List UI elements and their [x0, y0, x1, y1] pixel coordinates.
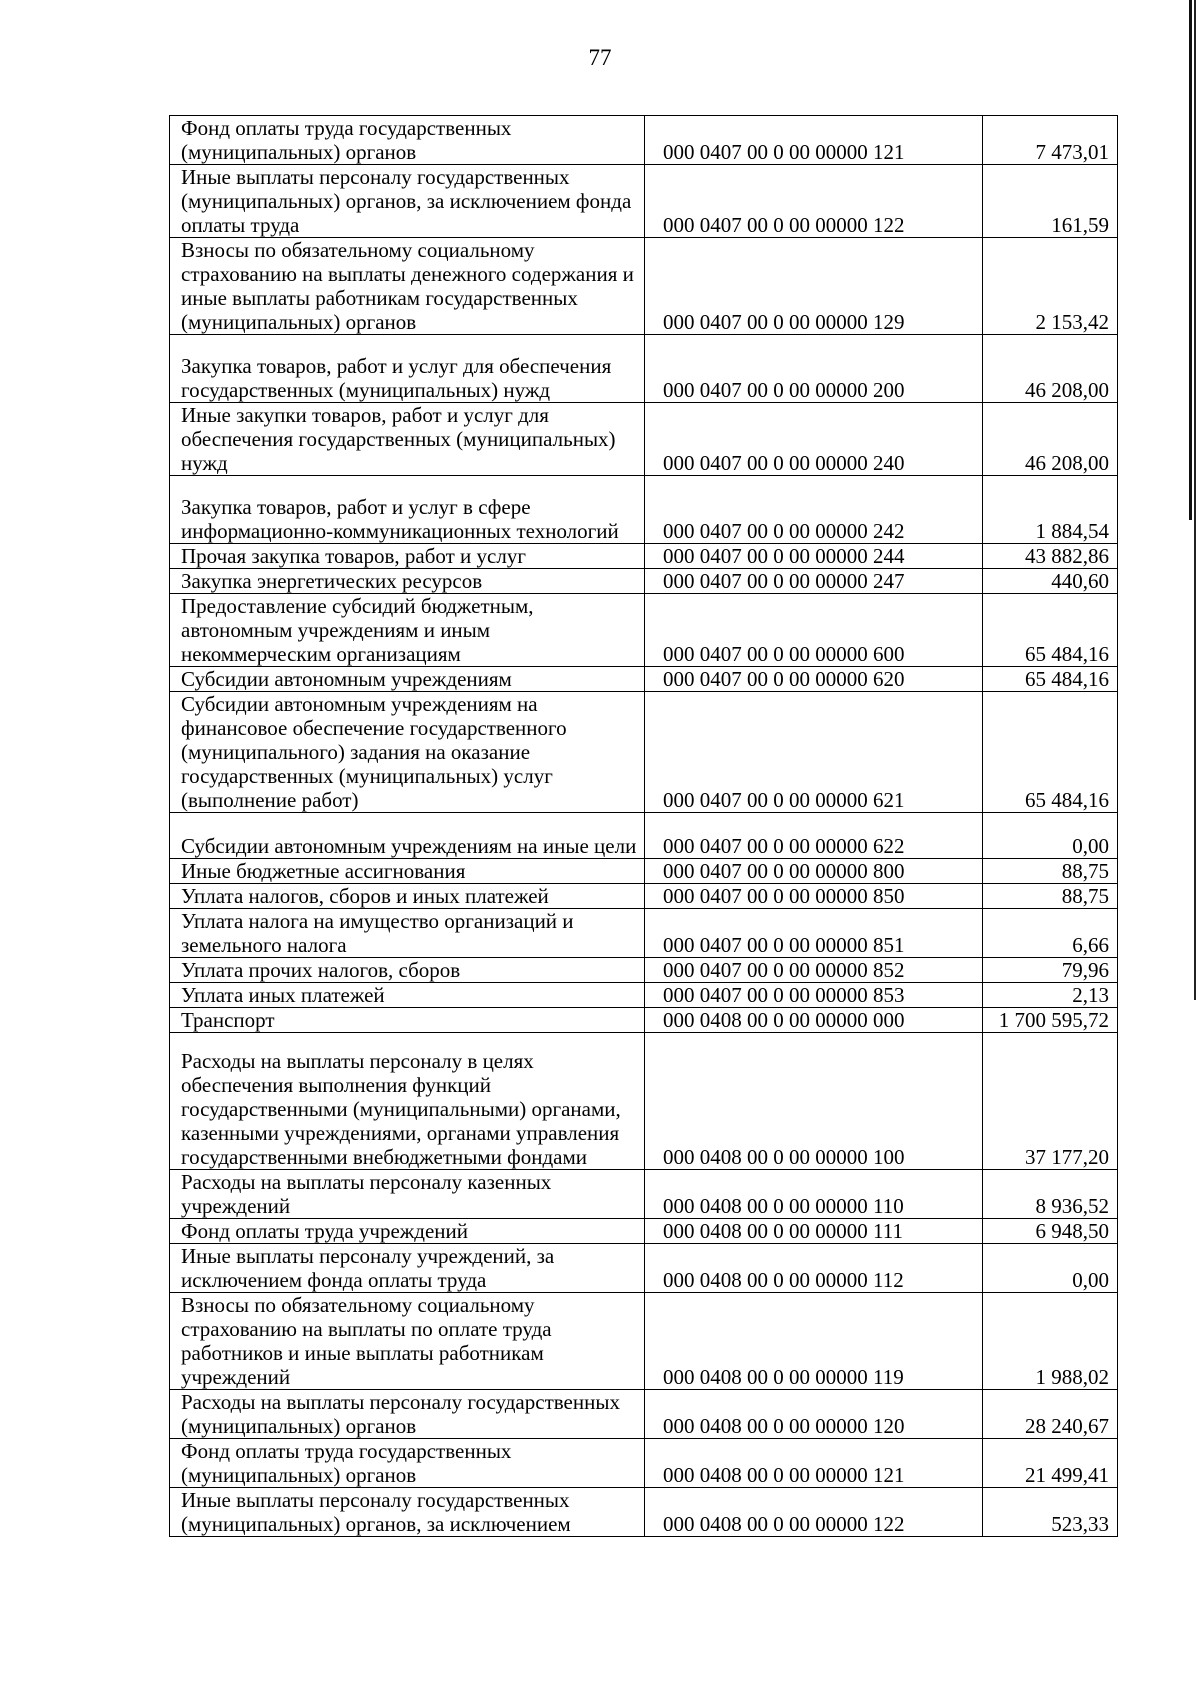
expense-name-cell: Субсидии автономным учреждениям [170, 667, 645, 692]
amount-cell: 65 484,16 [983, 667, 1118, 692]
amount-cell: 21 499,41 [983, 1439, 1118, 1488]
budget-code-cell: 000 0408 00 0 00 00000 121 [645, 1439, 983, 1488]
expense-name-cell: Взносы по обязательному социальному страхованию на выплаты денежного содержания и иные выплаты работникам государственных (муниципальных) органов [170, 238, 645, 335]
expense-name-cell: Фонд оплаты труда государственных (муниципальных) органов [170, 1439, 645, 1488]
budget-code-cell: 000 0407 00 0 00 00000 200 [645, 335, 983, 403]
expense-name-cell: Иные выплаты персоналу государственных (муниципальных) органов, за исключением [170, 1488, 645, 1537]
amount-cell: 2,13 [983, 983, 1118, 1008]
table-row [170, 1033, 1118, 1170]
expense-name-cell: Иные выплаты персоналу учреждений, за исключением фонда оплаты труда [170, 1244, 645, 1293]
amount-cell: 7 473,01 [983, 116, 1118, 165]
budget-code-cell: 000 0407 00 0 00 00000 242 [645, 476, 983, 544]
table-row [170, 1439, 1118, 1488]
table-row [170, 667, 1118, 692]
amount-cell: 6 948,50 [983, 1219, 1118, 1244]
table-row [170, 165, 1118, 238]
table-row [170, 1293, 1118, 1390]
table-row [170, 983, 1118, 1008]
table-row [170, 692, 1118, 813]
expense-name-cell: Уплата иных платежей [170, 983, 645, 1008]
expense-name-cell: Расходы на выплаты персоналу казенных учреждений [170, 1170, 645, 1219]
amount-cell: 0,00 [983, 1244, 1118, 1293]
table-row [170, 116, 1118, 165]
budget-code-cell: 000 0407 00 0 00 00000 851 [645, 909, 983, 958]
table-row [170, 813, 1118, 859]
expense-name-cell: Иные закупки товаров, работ и услуг для обеспечения государственных (муниципальных) нужд [170, 403, 645, 476]
budget-code-cell: 000 0408 00 0 00 00000 110 [645, 1170, 983, 1219]
budget-code-cell: 000 0407 00 0 00 00000 247 [645, 569, 983, 594]
amount-cell: 46 208,00 [983, 403, 1118, 476]
budget-code-cell: 000 0407 00 0 00 00000 620 [645, 667, 983, 692]
table-row [170, 1390, 1118, 1439]
table-row [170, 884, 1118, 909]
expense-name-cell: Уплата налога на имущество организаций и земельного налога [170, 909, 645, 958]
budget-code-cell: 000 0408 00 0 00 00000 100 [645, 1033, 983, 1170]
budget-code-cell: 000 0407 00 0 00 00000 122 [645, 165, 983, 238]
table-row [170, 909, 1118, 958]
budget-code-cell: 000 0408 00 0 00 00000 120 [645, 1390, 983, 1439]
expense-name-cell: Закупка товаров, работ и услуг в сфере информационно-коммуникационных технологий [170, 476, 645, 544]
budget-code-cell: 000 0407 00 0 00 00000 121 [645, 116, 983, 165]
expense-name-cell: Закупка товаров, работ и услуг для обеспечения государственных (муниципальных) нужд [170, 335, 645, 403]
amount-cell: 0,00 [983, 813, 1118, 859]
budget-code-cell: 000 0408 00 0 00 00000 111 [645, 1219, 983, 1244]
budget-code-cell: 000 0407 00 0 00 00000 853 [645, 983, 983, 1008]
table-row [170, 1244, 1118, 1293]
table-row [170, 238, 1118, 335]
table-row [170, 1008, 1118, 1033]
expense-name-cell: Уплата налогов, сборов и иных платежей [170, 884, 645, 909]
expense-name-cell: Иные выплаты персоналу государственных (муниципальных) органов, за исключением фонда оплаты труда [170, 165, 645, 238]
table-row [170, 476, 1118, 544]
budget-code-cell: 000 0407 00 0 00 00000 850 [645, 884, 983, 909]
table-row [170, 1170, 1118, 1219]
budget-code-cell: 000 0408 00 0 00 00000 112 [645, 1244, 983, 1293]
budget-table [169, 115, 1118, 1537]
amount-cell: 523,33 [983, 1488, 1118, 1537]
amount-cell: 1 700 595,72 [983, 1008, 1118, 1033]
expense-name-cell: Фонд оплаты труда учреждений [170, 1219, 645, 1244]
table-row [170, 403, 1118, 476]
budget-code-cell: 000 0407 00 0 00 00000 129 [645, 238, 983, 335]
amount-cell: 6,66 [983, 909, 1118, 958]
amount-cell: 88,75 [983, 884, 1118, 909]
amount-cell: 28 240,67 [983, 1390, 1118, 1439]
expense-name-cell: Иные бюджетные ассигнования [170, 859, 645, 884]
budget-code-cell: 000 0407 00 0 00 00000 800 [645, 859, 983, 884]
budget-code-cell: 000 0407 00 0 00 00000 622 [645, 813, 983, 859]
expense-name-cell: Прочая закупка товаров, работ и услуг [170, 544, 645, 569]
amount-cell: 8 936,52 [983, 1170, 1118, 1219]
amount-cell: 161,59 [983, 165, 1118, 238]
budget-code-cell: 000 0408 00 0 00 00000 119 [645, 1293, 983, 1390]
amount-cell: 79,96 [983, 958, 1118, 983]
expense-name-cell: Субсидии автономным учреждениям на иные цели [170, 813, 645, 859]
table-row [170, 544, 1118, 569]
budget-code-cell: 000 0407 00 0 00 00000 244 [645, 544, 983, 569]
amount-cell: 43 882,86 [983, 544, 1118, 569]
budget-code-cell: 000 0408 00 0 00 00000 122 [645, 1488, 983, 1537]
table-row [170, 569, 1118, 594]
amount-cell: 1 884,54 [983, 476, 1118, 544]
amount-cell: 46 208,00 [983, 335, 1118, 403]
expense-name-cell: Транспорт [170, 1008, 645, 1033]
budget-code-cell: 000 0408 00 0 00 00000 000 [645, 1008, 983, 1033]
amount-cell: 440,60 [983, 569, 1118, 594]
budget-code-cell: 000 0407 00 0 00 00000 621 [645, 692, 983, 813]
table-row [170, 1488, 1118, 1537]
budget-code-cell: 000 0407 00 0 00 00000 240 [645, 403, 983, 476]
amount-cell: 1 988,02 [983, 1293, 1118, 1390]
table-row [170, 1219, 1118, 1244]
table-row [170, 594, 1118, 667]
scan-edge-line [1189, 0, 1192, 520]
expense-name-cell: Взносы по обязательному социальному страхованию на выплаты по оплате труда работников и иные выплаты работникам учреждений [170, 1293, 645, 1390]
expense-name-cell: Предоставление субсидий бюджетным, автономным учреждениям и иным некоммерческим организациям [170, 594, 645, 667]
expense-name-cell: Субсидии автономным учреждениям на финансовое обеспечение государственного (муниципального) задания на оказание государственных (муниципальных) услуг (выполнение работ) [170, 692, 645, 813]
table-row [170, 958, 1118, 983]
expense-name-cell: Расходы на выплаты персоналу в целях обеспечения выполнения функций государственными (муниципальными) органами, казенными учреждениями, органами управления государственными внебюджетными фондами [170, 1033, 645, 1170]
budget-code-cell: 000 0407 00 0 00 00000 600 [645, 594, 983, 667]
expense-name-cell: Расходы на выплаты персоналу государственных (муниципальных) органов [170, 1390, 645, 1439]
amount-cell: 88,75 [983, 859, 1118, 884]
amount-cell: 37 177,20 [983, 1033, 1118, 1170]
scan-edge-line [1194, 0, 1196, 1000]
page-number: 77 [588, 45, 612, 70]
amount-cell: 65 484,16 [983, 594, 1118, 667]
budget-code-cell: 000 0407 00 0 00 00000 852 [645, 958, 983, 983]
table-row [170, 335, 1118, 403]
amount-cell: 2 153,42 [983, 238, 1118, 335]
expense-name-cell: Закупка энергетических ресурсов [170, 569, 645, 594]
amount-cell: 65 484,16 [983, 692, 1118, 813]
expense-name-cell: Фонд оплаты труда государственных (муниципальных) органов [170, 116, 645, 165]
table-row [170, 859, 1118, 884]
budget-table-body [170, 116, 1118, 1537]
expense-name-cell: Уплата прочих налогов, сборов [170, 958, 645, 983]
